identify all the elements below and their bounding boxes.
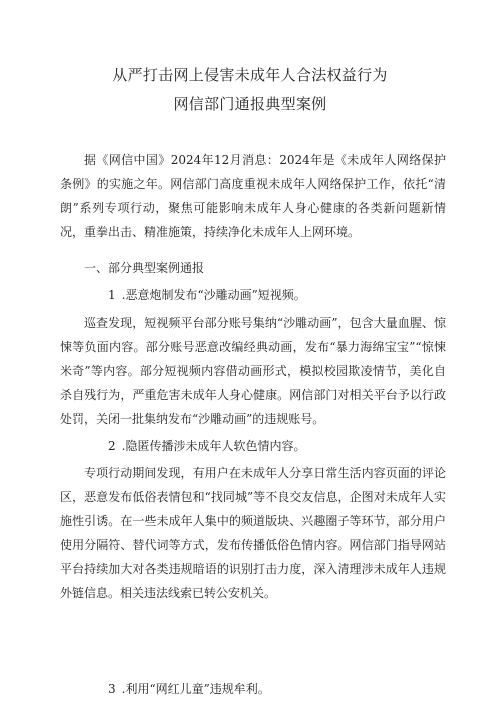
intro-paragraph: 据《网信中国》2024年12月消息：2024年是《未成年人网络保护条例》的实施之年。网信部门高度重视未成年人网络保护工作，依托“清朗”系列专项行动，聚焦可能影响未成年人身心健康的各类新问题新情况，重拳出击、精准施策，持续净化未成年人上网环境。 (60, 153, 446, 239)
case-1-content: 巡查发现，短视频平台部分账号集纳“沙雕动画”，包含大量血腥、惊悚等负面内容。部分账号恶意改编经典动画，发布“暴力海绵宝宝”“惊悚米奇”等内容。部分短视频内容借动画形式，模拟校园欺凌情节，美化自杀自残行为，严重危害未成年人身心健康。网信部门对相关平台予以行政处罚，关闭一批集纳发布“沙雕动画”的违规账号。 (60, 316, 446, 426)
case-2-title: .隐匿传播涉未成年人软色情内容。 (121, 439, 306, 453)
case-2-content: 专项行动期间发现，有用户在未成年人分享日常生活内容页面的评论区，恶意发布低俗表情包和“找同城”等不良交友信息，企图对未成年人实施性引诱。在一些未成年人集中的频道版块、兴趣圈子等环节，部分用户使用分隔符、替代词等方式，发布传播低俗色情内容。网信部门指导网站平台持续加大对各类违规暗语的识别打击力度，深入清理涉未成年人违规外链信息。相关违法线索已转公安机关。 (60, 466, 446, 600)
document-title-line-1: 从严打击网上侵害未成年人合法权益行为 (112, 66, 388, 84)
case-2-number: 2 (108, 439, 116, 453)
case-2-heading (60, 434, 446, 458)
case-1-title: .恶意炮制发布“沙雕动画”短视频。 (121, 288, 306, 302)
case-3-number: 3 (108, 682, 116, 696)
case-1-heading (60, 283, 446, 307)
case-1-number: 1 (108, 288, 116, 302)
case-3-title: .利用“网红儿童”违规牟利。 (121, 682, 270, 696)
document-title-line-2: 网信部门通报典型案例 (173, 95, 327, 113)
section-heading: 一、部分典型案例通报 (84, 261, 205, 275)
case-3-heading (60, 677, 446, 701)
